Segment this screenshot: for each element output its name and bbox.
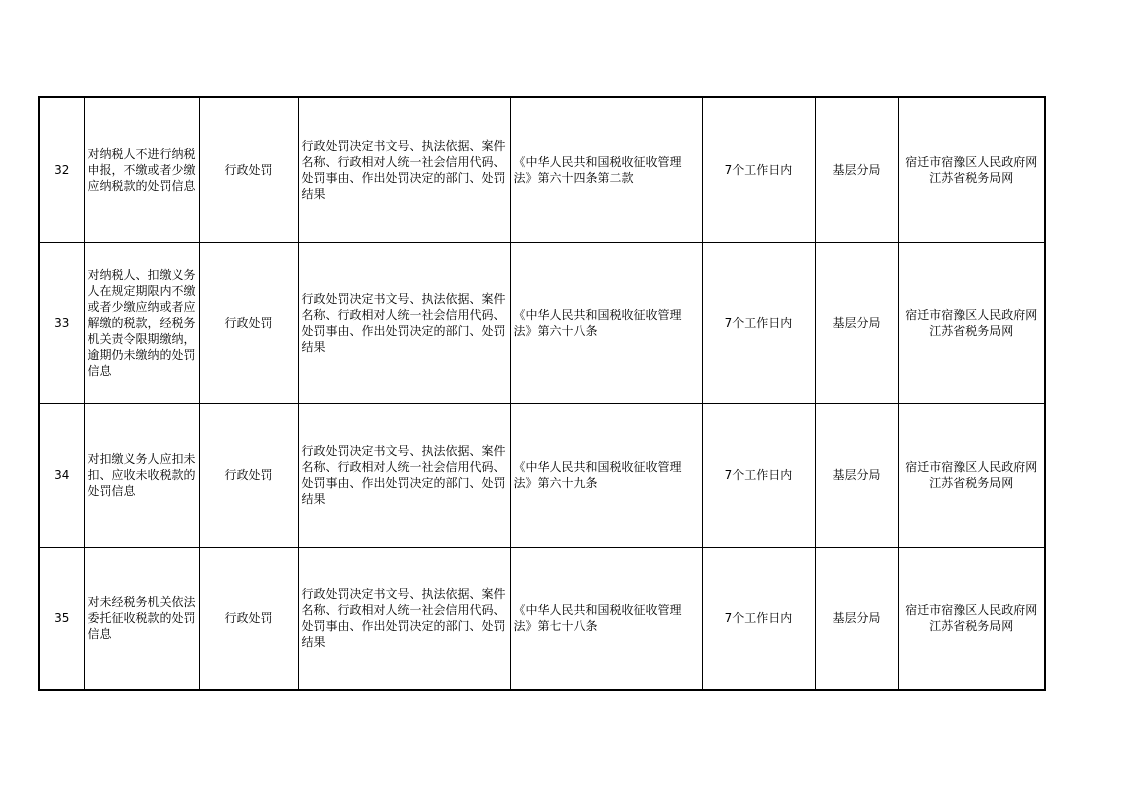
disclosure-item: 对扣缴义务人应扣未扣、应收未收税款的处罚信息 [84, 403, 199, 547]
disclosure-time-limit: 7个工作日内 [702, 547, 815, 690]
row-number: 35 [39, 547, 84, 690]
channel-site-primary: 宿迁市宿豫区人民政府网 [905, 603, 1038, 618]
channel-site-secondary: 江苏省税务局网 [929, 476, 1014, 490]
responsible-department: 基层分局 [815, 403, 898, 547]
responsible-department: 基层分局 [815, 242, 898, 403]
disclosure-content: 行政处罚决定书文号、执法依据、案件名称、行政相对人统一社会信用代码、处罚事由、作出处罚决定的部门、处罚结果 [298, 242, 510, 403]
item-type: 行政处罚 [199, 403, 298, 547]
responsible-department: 基层分局 [815, 97, 898, 242]
channel-site-primary: 宿迁市宿豫区人民政府网 [905, 154, 1038, 169]
item-type: 行政处罚 [199, 547, 298, 690]
disclosure-content: 行政处罚决定书文号、执法依据、案件名称、行政相对人统一社会信用代码、处罚事由、作出处罚决定的部门、处罚结果 [298, 547, 510, 690]
disclosure-content: 行政处罚决定书文号、执法依据、案件名称、行政相对人统一社会信用代码、处罚事由、作出处罚决定的部门、处罚结果 [298, 403, 510, 547]
disclosure-table [38, 96, 1046, 691]
channel-site-secondary: 江苏省税务局网 [929, 619, 1014, 634]
channel-site-secondary: 江苏省税务局网 [929, 323, 1014, 338]
item-type: 行政处罚 [199, 242, 298, 403]
table-row [39, 242, 1045, 403]
table-row [39, 403, 1045, 547]
channel-site-secondary: 江苏省税务局网 [929, 170, 1014, 185]
channel-site-primary: 宿迁市宿豫区人民政府网 [905, 307, 1038, 322]
disclosure-content: 行政处罚决定书文号、执法依据、案件名称、行政相对人统一社会信用代码、处罚事由、作出处罚决定的部门、处罚结果 [298, 97, 510, 242]
row-number: 34 [39, 403, 84, 547]
legal-basis: 《中华人民共和国税收征收管理法》第七十八条 [510, 547, 702, 690]
responsible-department: 基层分局 [815, 547, 898, 690]
disclosure-channel [898, 242, 1045, 403]
legal-basis: 《中华人民共和国税收征收管理法》第六十四条第二款 [510, 97, 702, 242]
item-type: 行政处罚 [199, 97, 298, 242]
disclosure-channel [898, 97, 1045, 242]
channel-site-primary: 宿迁市宿豫区人民政府网 [905, 460, 1038, 474]
row-number: 33 [39, 242, 84, 403]
table-row [39, 547, 1045, 690]
row-number: 32 [39, 97, 84, 242]
legal-basis: 《中华人民共和国税收征收管理法》第六十八条 [510, 242, 702, 403]
disclosure-item: 对纳税人不进行纳税申报，不缴或者少缴应纳税款的处罚信息 [84, 97, 199, 242]
legal-basis: 《中华人民共和国税收征收管理法》第六十九条 [510, 403, 702, 547]
disclosure-item: 对纳税人、扣缴义务人在规定期限内不缴或者少缴应纳或者应解缴的税款，经税务机关责令限期缴纳，逾期仍未缴纳的处罚信息 [84, 242, 199, 403]
disclosure-time-limit: 7个工作日内 [702, 97, 815, 242]
disclosure-time-limit: 7个工作日内 [702, 403, 815, 547]
disclosure-item: 对未经税务机关依法委托征收税款的处罚信息 [84, 547, 199, 690]
disclosure-channel [898, 547, 1045, 690]
disclosure-channel [898, 403, 1045, 547]
table-row [39, 97, 1045, 242]
disclosure-time-limit: 7个工作日内 [702, 242, 815, 403]
